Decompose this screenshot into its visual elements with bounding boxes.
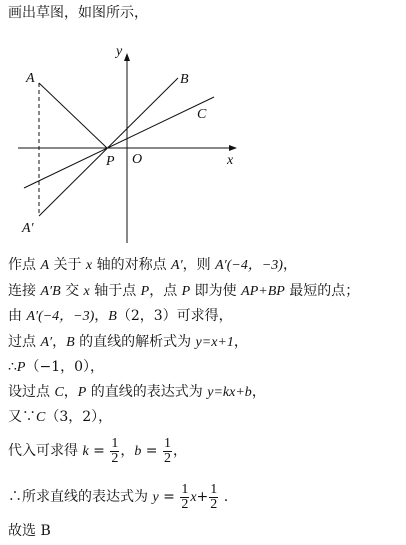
fraction-intercept: $\frac{1}{2}$ (210, 481, 218, 512)
text-line-5: ∴P（−1，0）， (8, 359, 105, 375)
label-A-prime: A′ (22, 221, 34, 236)
line-CP (24, 97, 214, 188)
text-line-2: 连接 A′B 交 x 轴于点 P，点 P 即为使 AP+BP 最短的点； (8, 283, 360, 299)
label-x-axis: x (227, 153, 234, 168)
y-axis-arrow-icon (124, 53, 130, 61)
text-line-7: 又∵C（3，2）， (8, 409, 113, 425)
label-y-axis: y (116, 44, 123, 59)
x-axis-arrow-icon (229, 145, 237, 151)
text-line-8: 代入可求得 k = $\frac{1}{2}$ ，b = $\frac{1}{2}$ ， (8, 435, 187, 466)
label-P: P (106, 154, 115, 169)
text-line-9: ∴所求直线的表达式为 y = $\frac{1}{2}$ x+ $\frac{1}{2}$ . (8, 481, 229, 512)
segment-AP (39, 83, 107, 148)
label-A: A (26, 71, 35, 86)
text-line-10-answer: 故选 B (8, 523, 51, 539)
label-origin: O (132, 152, 143, 167)
intro-text: 画出草图，如图所示， (8, 5, 148, 21)
fraction-slope: $\frac{1}{2}$ (181, 481, 189, 512)
label-C: C (197, 107, 207, 122)
text-line-4: 过点 A′，B 的直线的解析式为 y=x+1， (8, 334, 248, 350)
fraction-k: $\frac{1}{2}$ (111, 435, 119, 466)
fraction-b: $\frac{1}{2}$ (163, 435, 171, 466)
label-B: B (180, 72, 189, 87)
text-line-3: 由 A′(−4，−3)，B（2，3）可求得， (8, 308, 233, 324)
text-line-6: 设过点 C，P 的直线的表达式为 y=kx+b， (8, 384, 266, 400)
sketch-figure (0, 28, 406, 258)
text-line-1: 作点 A 关于 x 轴的对称点 A′，则 A′(−4，−3)， (8, 257, 297, 273)
